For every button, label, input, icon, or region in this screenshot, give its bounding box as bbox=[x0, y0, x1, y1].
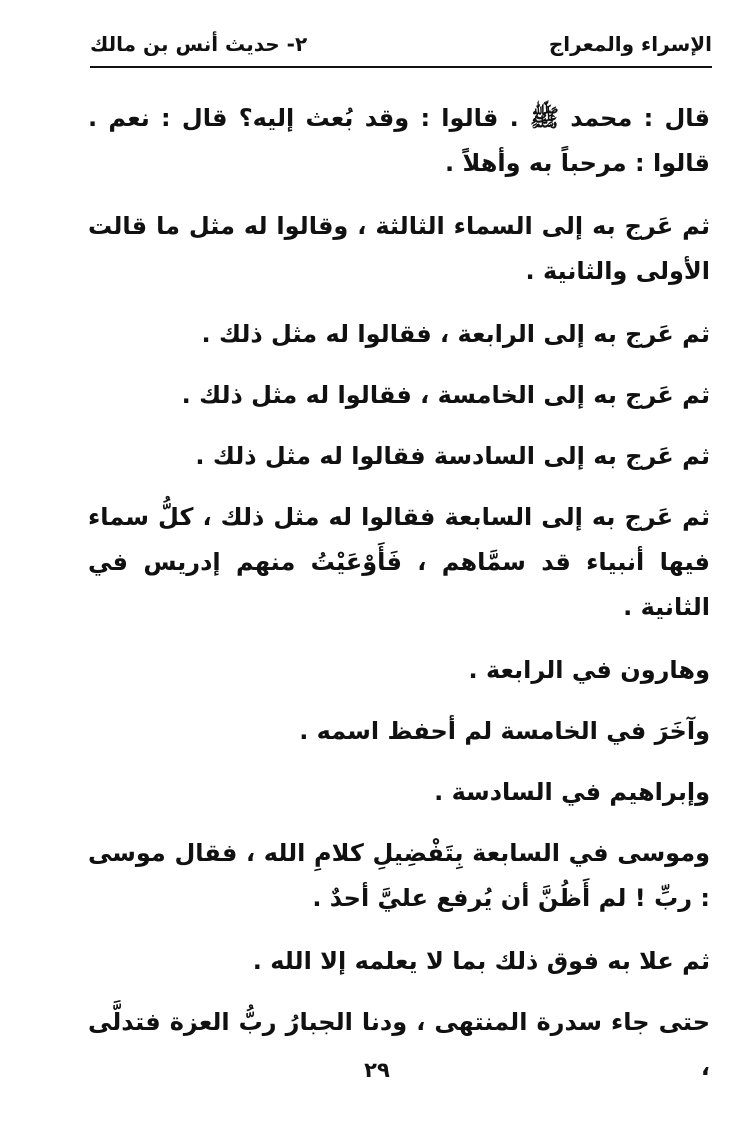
paragraph-2: ثم عَرج به إلى السماء الثالثة ، وقالوا له مثل ما قالت الأولى والثانية . bbox=[88, 212, 710, 285]
paragraph-3: ثم عَرج به إلى الرابعة ، فقالوا له مثل ذلك . bbox=[201, 320, 710, 348]
chapter-title: ٢- حديث أنس بن مالك bbox=[90, 32, 308, 56]
paragraph-9: وإبراهيم في السادسة . bbox=[434, 778, 710, 806]
header-divider bbox=[90, 66, 712, 68]
paragraph-4: ثم عَرج به إلى الخامسة ، فقالوا له مثل ذلك . bbox=[181, 381, 710, 409]
book-title: الإسراء والمعراج bbox=[548, 32, 712, 56]
paragraph-10: وموسى في السابعة بِتَفْضِيلِ كلامِ الله ، فقال موسى : ربِّ ! لم أَظُنَّ أن يُرفع عليَّ أحدٌ . bbox=[88, 839, 710, 912]
paragraph-1: قال : محمد ﷺ . قالوا : وقد بُعث إليه؟ قال : نعم . قالوا : مرحباً به وأهلاً . bbox=[88, 104, 710, 177]
body-text bbox=[88, 96, 710, 1108]
paragraph-12: حتى جاء سدرة المنتهى ، ودنا الجبارُ ربُّ العزة فتدلَّى ، bbox=[88, 1008, 710, 1081]
paragraph-7: وهارون في الرابعة . bbox=[468, 656, 710, 684]
paragraph-8: وآخَرَ في الخامسة لم أحفظ اسمه . bbox=[299, 717, 710, 745]
running-header bbox=[90, 24, 712, 64]
page-number: ٢٩ bbox=[364, 1058, 390, 1082]
paragraph-11: ثم علا به فوق ذلك بما لا يعلمه إلا الله . bbox=[252, 947, 710, 975]
paragraph-5: ثم عَرج به إلى السادسة فقالوا له مثل ذلك . bbox=[195, 442, 710, 470]
paragraph-6: ثم عَرج به إلى السابعة فقالوا له مثل ذلك ، كلُّ سماء فيها أنبياء قد سمَّاهم ، فَأَوْعَيْتُ منهم إدريس في الثانية . bbox=[88, 503, 710, 621]
